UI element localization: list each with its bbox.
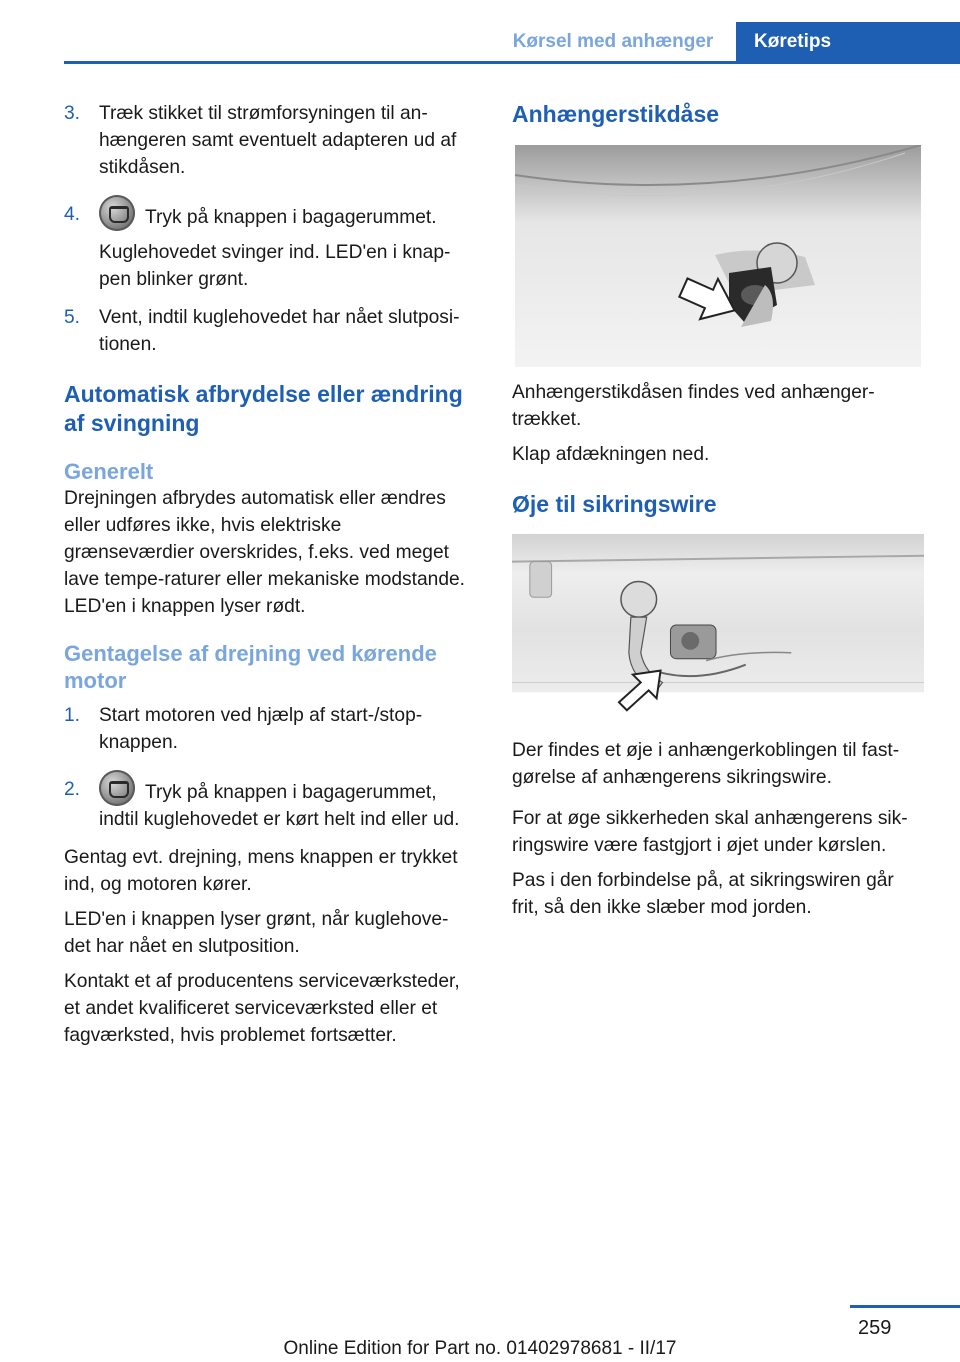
- step-4: [64, 195, 474, 293]
- safety-cable-eye-figure: [512, 533, 924, 723]
- step-number: 4.: [64, 204, 81, 225]
- paragraph-cable-free: Pas i den forbindelse på, at sikringswiren går frit, så den ikke slæber mod jorden.: [512, 870, 894, 918]
- heading-trailer-socket: Anhængerstikdåse: [512, 101, 720, 127]
- paragraph-eye-location: Der findes et øje i anhængerkoblingen til fast‐gørelse af anhængerens sikringswire.: [512, 740, 900, 788]
- step-number: 5.: [64, 307, 81, 328]
- heading-automatic-interruption: Automatisk afbrydelse eller ændring af svingning: [64, 381, 463, 436]
- page-number: 259: [858, 1317, 892, 1339]
- step-text-line: [99, 195, 474, 231]
- step-text: Vent, indtil kuglehovedet har nået slutposi‐tionen.: [99, 307, 460, 355]
- step-1: [64, 702, 474, 756]
- subheading-general: Generelt: [64, 459, 154, 484]
- paragraph-contact-service: Kontakt et af producentens serviceværksteder, et andet kvalificeret serviceværksted eller et fagværksted, hvis problemet fortsætter.: [64, 971, 460, 1046]
- paragraph-socket-location: Anhængerstikdåsen findes ved anhænger‐trækket.: [512, 382, 875, 430]
- paragraph-fasten-cable: For at øge sikkerheden skal anhængerens sik‐ringswire være fastgjort i øjet under kørslen.: [512, 808, 908, 856]
- heading-safety-cable-eye: Øje til sikringswire: [512, 491, 717, 517]
- step-3: [64, 100, 474, 181]
- header-section-label: Kørsel med anhænger: [512, 31, 714, 52]
- trunk-button-icon: [99, 195, 135, 231]
- paragraph-general: Drejningen afbrydes automatisk eller ændres eller udføres ikke, hvis elektriske grænseværdier overskrides, f.eks. ved meget lave tempe‐raturer eller mekaniske modstande. LED'en i knappen lyser rødt.: [64, 488, 465, 617]
- step-number: 1.: [64, 705, 81, 726]
- step-text-line: [99, 770, 474, 833]
- step-text: Tryk på knappen i bagagerummet.: [145, 207, 437, 228]
- paragraph-led-green: LED'en i knappen lyser grønt, når kuglehove‐det har nået en slutposition.: [64, 909, 449, 957]
- step-text: Tryk på knappen i bagagerummet, indtil kuglehovedet er kørt helt ind eller ud.: [99, 782, 460, 830]
- step-number: 3.: [64, 103, 81, 124]
- step-text: Start motoren ved hjælp af start-/stop-knappen.: [99, 705, 423, 753]
- edition-note: [0, 1338, 960, 1360]
- subheading-repeat-rotation: Gentagelse af drejning ved kørende motor: [64, 641, 437, 693]
- edition-text: Online Edition for Part no. 01402978681 - II/17: [283, 1338, 677, 1359]
- left-column: [64, 100, 474, 1057]
- footer-rule: [850, 1305, 960, 1308]
- step-text: Træk stikket til strømforsyningen til an‐hængeren samt eventuelt adapteren ud af stikdåsen.: [99, 103, 457, 178]
- paragraph-fold-cover: Klap afdækningen ned.: [512, 444, 710, 465]
- header-rule: [64, 61, 960, 64]
- step-5: [64, 304, 474, 358]
- step-2: [64, 770, 474, 833]
- step-result: Kuglehovedet svinger ind. LED'en i knap‐pen blinker grønt.: [99, 242, 451, 290]
- paragraph-repeat: Gentag evt. drejning, mens knappen er trykket ind, og motoren kører.: [64, 847, 458, 895]
- header-chapter-tab: Køretips: [736, 22, 960, 62]
- right-column: [512, 100, 924, 929]
- trunk-button-icon: [99, 770, 135, 806]
- step-number: 2.: [64, 779, 81, 800]
- trailer-socket-figure: [512, 145, 924, 367]
